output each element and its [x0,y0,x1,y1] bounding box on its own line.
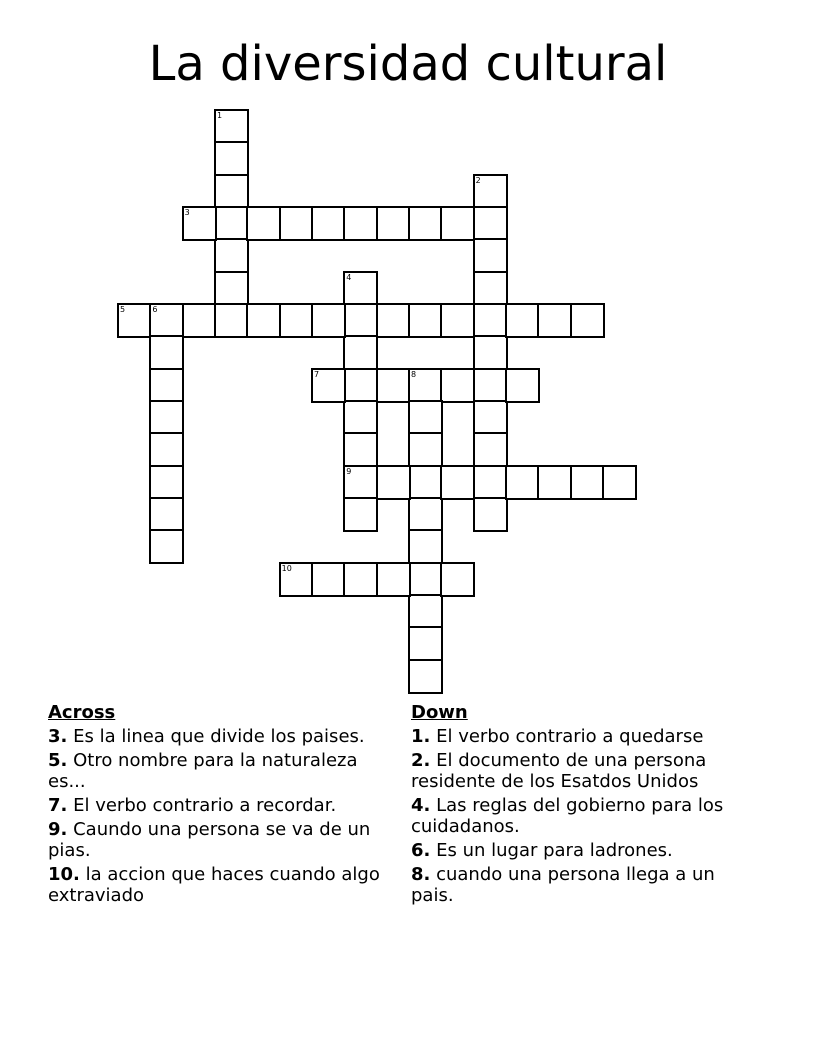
clue-down-2 [411,750,761,792]
clue-text: Las reglas del gobierno para los cuidadanos. [411,795,724,837]
grid-cell[interactable] [279,303,314,338]
cell-number: 4 [346,272,352,282]
cell-number: 2 [475,175,481,185]
puzzle-title: La diversidad cultural [148,36,668,92]
grid-cell[interactable] [376,303,411,338]
grid-cell[interactable] [473,497,508,532]
grid-cell[interactable] [440,368,475,403]
grid-cell[interactable] [279,206,314,241]
grid-cell[interactable] [408,626,443,661]
cell-number: 10 [281,563,292,573]
grid-cell[interactable] [440,465,475,500]
clue-across-10 [48,864,388,906]
clue-number: 4. [411,795,431,816]
clue-down-4 [411,795,761,837]
grid-cell[interactable] [149,400,184,435]
grid-cell[interactable] [311,206,346,241]
grid-cell[interactable] [343,303,378,338]
across-heading: Across [48,702,116,723]
grid-cell[interactable] [149,432,184,467]
grid-cell[interactable] [376,465,411,500]
grid-cell[interactable] [311,303,346,338]
grid-cell[interactable] [602,465,637,500]
grid-cell[interactable] [473,303,508,338]
grid-cell[interactable] [473,368,508,403]
cell-number: 1 [216,111,223,120]
cell-number: 3 [184,207,190,217]
clue-text: Es un lugar para ladrones. [430,840,673,861]
grid-cell[interactable] [214,238,249,273]
grid-cell[interactable] [505,368,540,403]
clue-text: la accion que haces cuando algo extraviado [48,864,380,906]
grid-cell[interactable] [149,335,184,370]
clue-number: 8. [411,864,431,885]
grid-cell[interactable] [505,303,540,338]
grid-cell[interactable] [408,432,443,467]
cell-number: 7 [313,369,320,379]
clue-number: 3. [48,726,68,747]
grid-cell[interactable] [408,529,443,564]
grid-cell[interactable] [214,109,249,144]
clue-text: Caundo una persona se va de un pias. [48,819,371,861]
down-heading: Down [411,702,468,723]
grid-cell[interactable] [408,659,443,694]
grid-cell[interactable] [440,303,475,338]
grid-cell[interactable] [473,465,508,500]
grid-cell[interactable] [408,368,443,403]
clue-text: Otro nombre para la naturaleza es... [48,750,358,792]
grid-cell[interactable] [376,562,411,597]
grid-cell[interactable] [182,303,217,338]
clue-number: 1. [411,726,431,747]
grid-cell[interactable] [408,562,443,597]
grid-cell[interactable] [311,368,346,403]
grid-cell[interactable] [440,562,475,597]
grid-cell[interactable] [343,465,378,500]
clue-text: cuando una persona llega a un pais. [411,864,715,906]
grid-cell[interactable] [149,303,184,338]
grid-cell[interactable] [473,271,508,306]
grid-cell[interactable] [214,141,249,176]
clue-number: 6. [411,840,431,861]
clue-number: 7. [48,795,68,816]
grid-cell[interactable] [149,497,184,532]
clue-down-8 [411,864,761,906]
grid-cell[interactable] [149,368,184,403]
grid-cell[interactable] [537,303,572,338]
clue-down-6 [411,840,761,861]
grid-cell[interactable] [214,271,249,306]
grid-cell[interactable] [408,400,443,435]
grid-cell[interactable] [343,432,378,467]
grid-cell[interactable] [343,368,378,403]
grid-cell[interactable] [149,529,184,564]
grid-cell[interactable] [473,432,508,467]
grid-cell[interactable] [505,465,540,500]
grid-cell[interactable] [440,206,475,241]
clue-text: Es la linea que divide los paises. [67,726,365,747]
grid-cell[interactable] [117,303,152,338]
grid-cell[interactable] [343,497,378,532]
grid-cell[interactable] [343,400,378,435]
clue-across-5 [48,750,388,792]
clue-number: 9. [48,819,68,840]
grid-cell[interactable] [279,562,314,597]
grid-cell[interactable] [376,368,411,403]
grid-cell[interactable] [473,174,508,209]
across-clues [48,702,388,909]
grid-cell[interactable] [214,174,249,209]
clue-number: 10. [48,864,80,885]
grid-cell[interactable] [246,303,281,338]
grid-cell[interactable] [408,594,443,629]
clue-across-3 [48,726,388,747]
clue-down-1 [411,726,761,747]
clue-across-7 [48,795,388,816]
clue-text: El verbo contrario a recordar. [67,795,337,816]
grid-cell[interactable] [214,303,249,338]
grid-cell[interactable] [473,238,508,273]
cell-number: 5 [120,304,126,314]
grid-cell[interactable] [246,206,281,241]
grid-cell[interactable] [214,206,249,241]
clue-number: 5. [48,750,68,771]
clue-text: El verbo contrario a quedarse [430,726,704,747]
grid-cell[interactable] [473,400,508,435]
cell-number: 8 [410,369,417,379]
grid-cell[interactable] [537,465,572,500]
grid-cell[interactable] [343,271,378,306]
clue-text: El documento de una persona residente de los Esatdos Unidos [411,750,707,792]
grid-cell[interactable] [473,335,508,370]
grid-cell[interactable] [408,303,443,338]
clue-across-9 [48,819,388,861]
cell-number: 9 [346,466,352,476]
clue-number: 2. [411,750,431,771]
cell-number: 6 [152,304,158,314]
grid-cell[interactable] [343,335,378,370]
grid-cell[interactable] [149,465,184,500]
grid-cell[interactable] [343,562,378,597]
grid-cell[interactable] [473,206,508,241]
grid-cell[interactable] [570,465,605,500]
grid-cell[interactable] [570,303,605,338]
grid-cell[interactable] [376,206,411,241]
grid-cell[interactable] [408,206,443,241]
grid-cell[interactable] [408,497,443,532]
grid-cell[interactable] [311,562,346,597]
down-clues [411,702,761,909]
grid-cell[interactable] [408,465,443,500]
grid-cell[interactable] [182,206,217,241]
grid-cell[interactable] [343,206,378,241]
